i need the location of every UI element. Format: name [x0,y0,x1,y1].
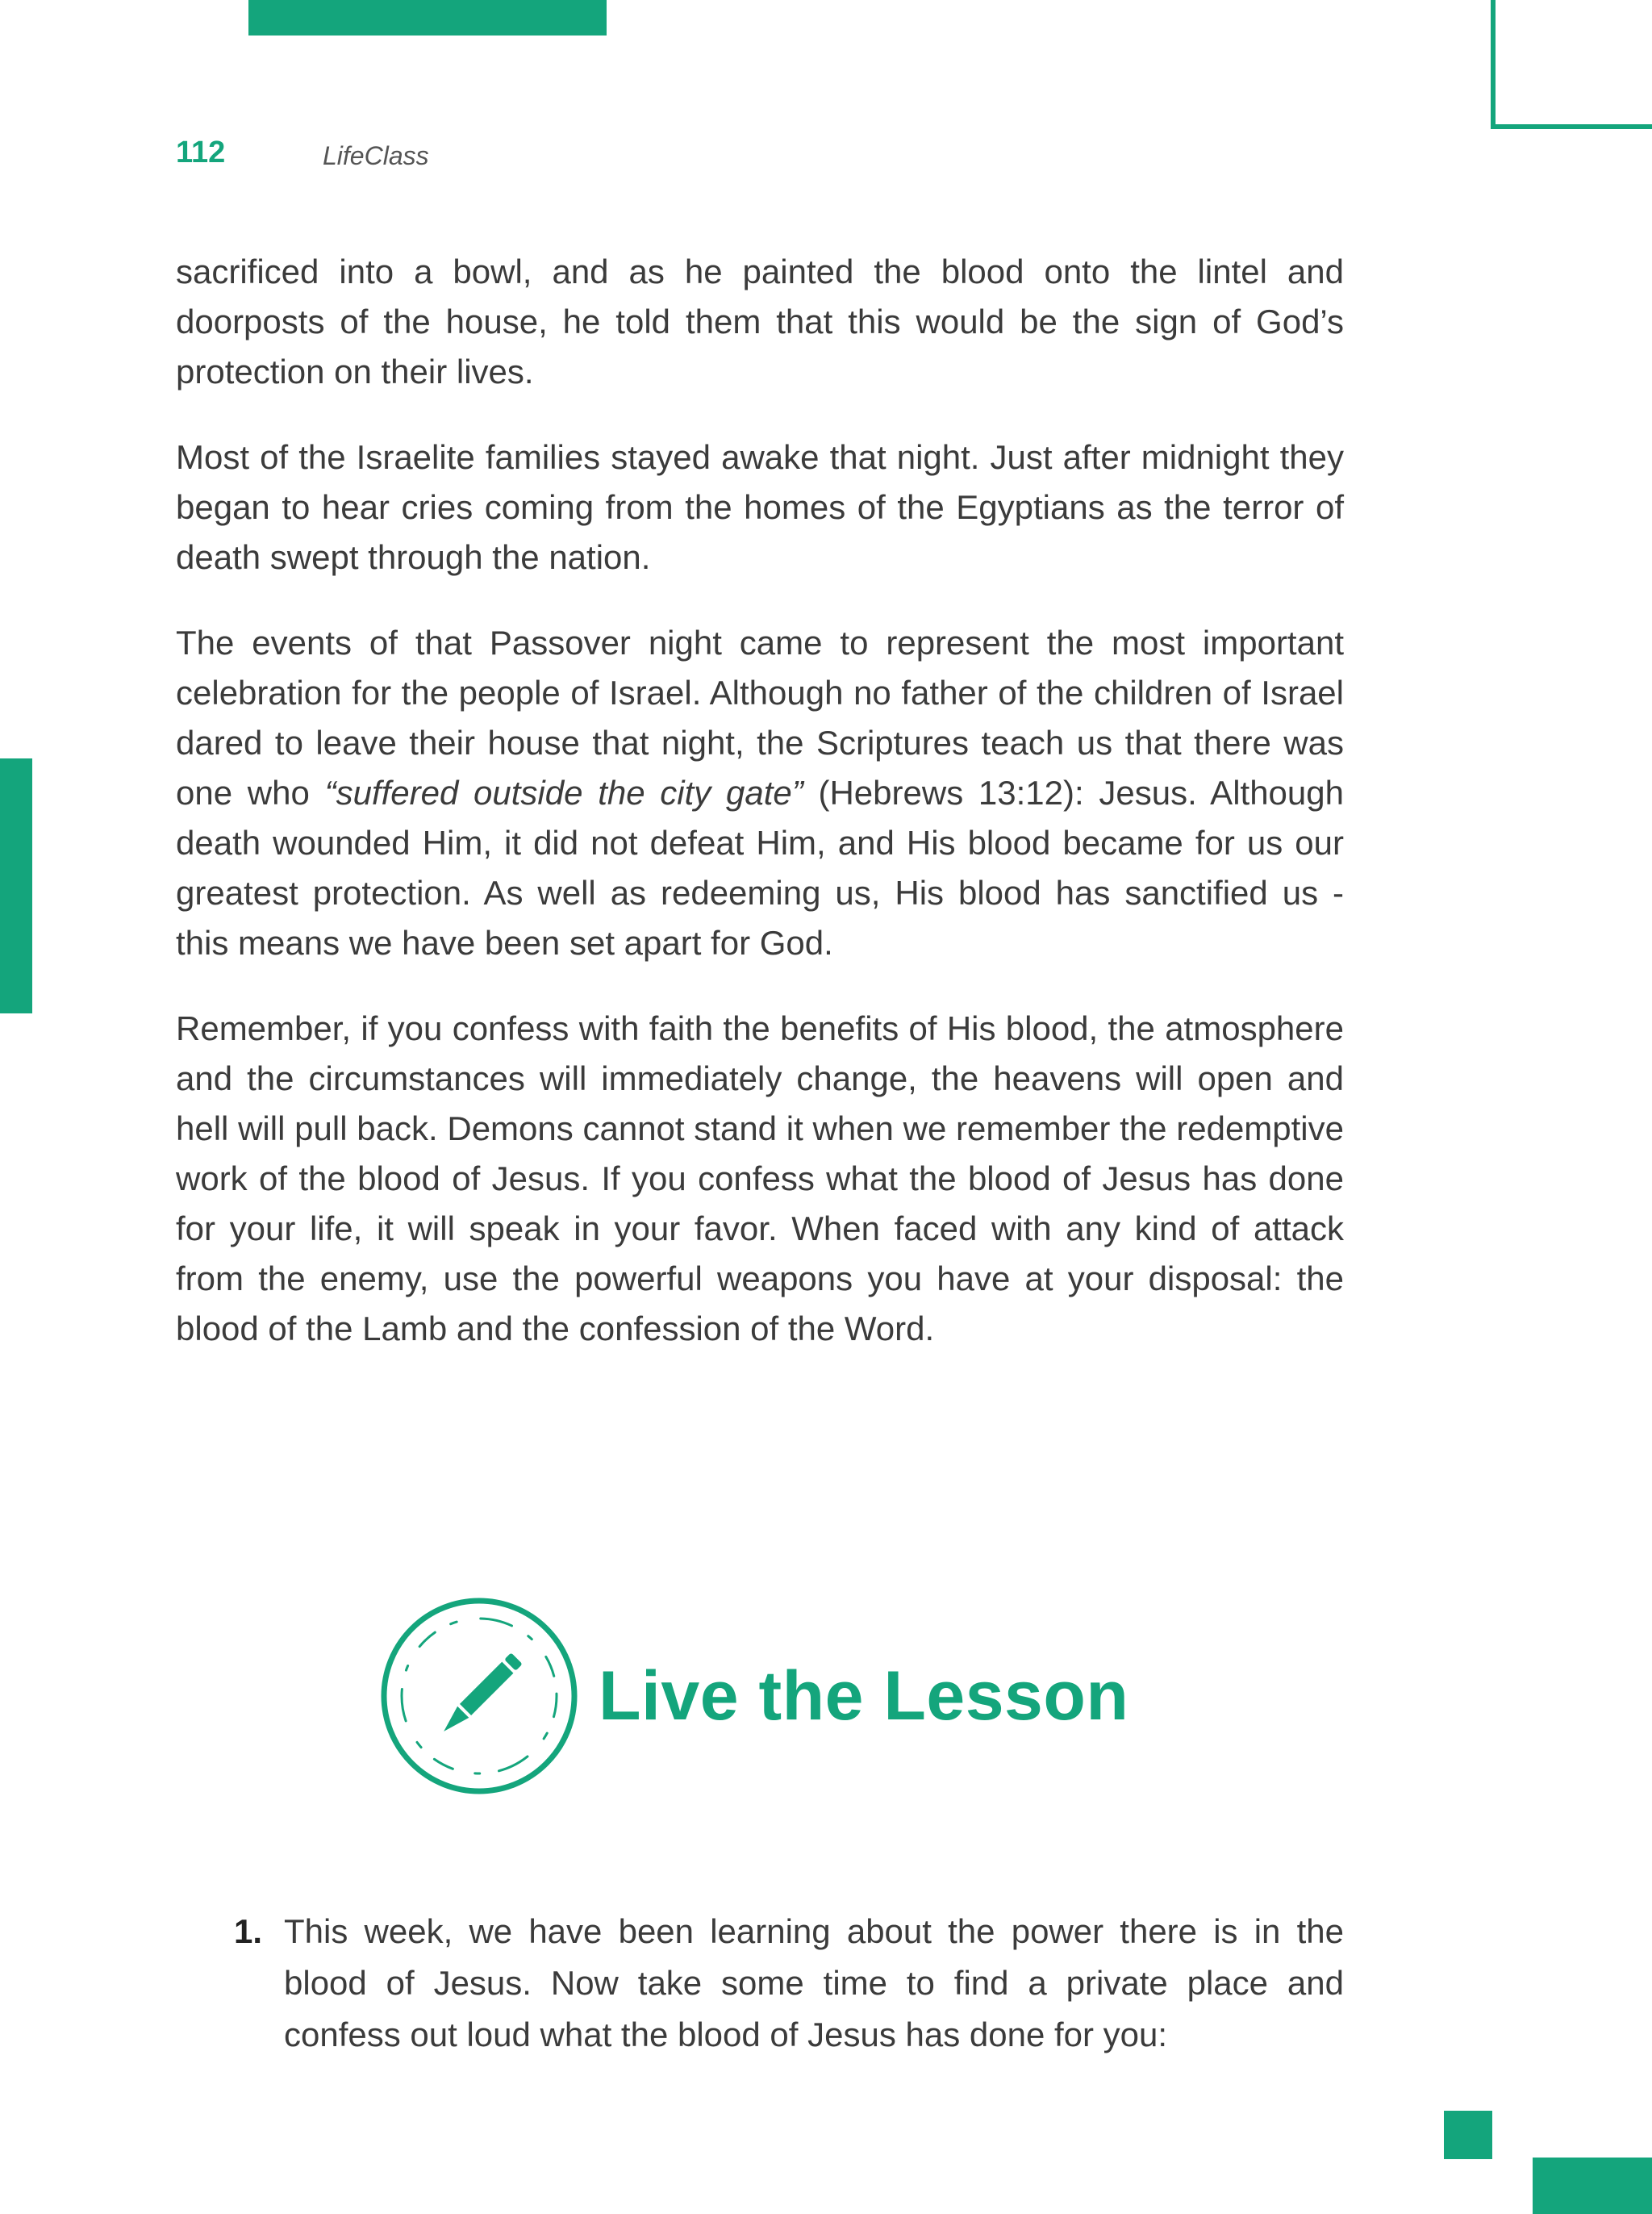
corner-frame-decoration [1491,0,1652,129]
paragraph: Most of the Israelite families stayed awake that night. Just after midnight they began to hear cries coming from the homes of the Egyptians as the terror of death swept through the nation. [176,438,1344,576]
pencil-icon [379,1596,579,1796]
corner-block-decoration [1533,2158,1652,2214]
paragraph-text: (Hebrews 13:12): Jesus. Although death wounded Him, it did not defeat Him, and His blood became for us our greatest protection. As well as redeeming us, His blood has sanctified us - this means we have been set apart for God. [176,774,1344,962]
list-item-text: This week, we have been learning about the power there is in the blood of Jesus. Now take some time to find a private place and confess out loud what the blood of Jesus has done for you: [284,1912,1344,2053]
paragraph [176,618,1344,968]
scripture-quote: “suffered outside the city gate” [324,774,803,812]
left-edge-tab [0,758,32,1013]
paragraph: sacrificed into a bowl, and as he painted the blood onto the lintel and doorposts of the house, he told them that this would be the sign of God’s protection on their lives. [176,253,1344,391]
page-number: 112 [176,136,226,169]
list-item-number: 1. [234,1912,263,1950]
section-header [379,1596,1128,1796]
corner-square-decoration [1444,2111,1492,2159]
paragraph-text: The events of that Passover night came to represent the most important celebration for the people of Israel. Although no father of the children of Israel dared to leave their house that night, the Scriptures teach us that there was one who [176,624,1344,812]
section-title: Live the Lesson [599,1656,1129,1735]
paragraph: Remember, if you confess with faith the benefits of His blood, the atmosphere and the circumstances will immediately change, the heavens will open and hell will pull back. Demons cannot stand it when we remember the redemptive work of the blood of Jesus. If you confess what the blood of Jesus has done for your life, it will speak in your favor. When faced with any kind of attack from the enemy, use the powerful weapons you have at your disposal: the blood of the Lamb and the confession of the Word. [176,1009,1344,1347]
running-header-title: LifeClass [323,141,429,170]
body-text [176,247,1344,1389]
list-item [234,1906,1344,2061]
lesson-list [234,1906,1344,2061]
top-accent-bar [248,0,607,36]
